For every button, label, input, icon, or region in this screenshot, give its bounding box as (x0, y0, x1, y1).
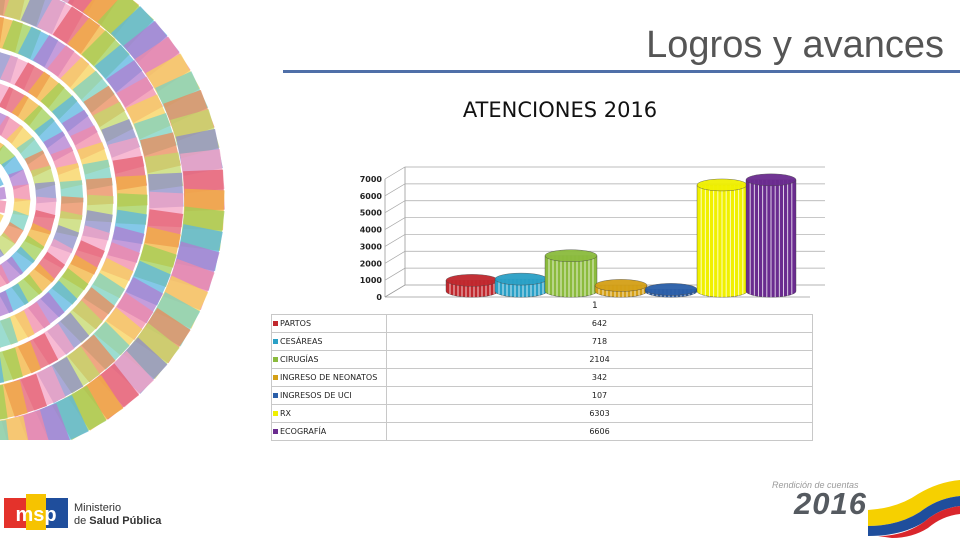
legend-swatch (273, 393, 278, 398)
legend-swatch (273, 321, 278, 326)
y-tick-label: 2000 (359, 259, 382, 269)
y-tick-label: 0 (376, 293, 382, 302)
series-label (272, 369, 387, 387)
bar-3 (595, 279, 647, 297)
table-row (272, 351, 813, 369)
series-name: CESÁREAS (280, 337, 323, 346)
series-name: CIRUGÍAS (280, 355, 319, 364)
table-row (272, 423, 813, 441)
series-label (272, 315, 387, 333)
legend-swatch (273, 411, 278, 416)
title-underline (283, 70, 960, 73)
msp-logo (2, 488, 70, 536)
series-value: 107 (387, 387, 813, 405)
legend-swatch (273, 339, 278, 344)
series-label (272, 351, 387, 369)
slide-title: Logros y avances (646, 24, 944, 66)
y-tick-label: 3000 (359, 242, 382, 252)
table-row (272, 387, 813, 405)
year-label: 2016 (794, 486, 867, 521)
x-category-label: 1 (592, 301, 598, 311)
series-label (272, 387, 387, 405)
legend-swatch (273, 375, 278, 380)
series-value: 342 (387, 369, 813, 387)
series-name: RX (280, 409, 292, 418)
series-name: INGRESO DE NEONATOS (280, 373, 378, 382)
y-tick-label: 1000 (359, 276, 382, 286)
ministry-line-1: Ministerio (74, 502, 122, 514)
ministry-line-2: de Salud Pública (74, 515, 162, 527)
series-label (272, 333, 387, 351)
bar-chart (355, 130, 825, 310)
series-name: INGRESOS DE UCI (280, 391, 352, 400)
series-name: PARTOS (280, 319, 312, 328)
bar-1 (495, 273, 547, 297)
bar-4 (645, 283, 697, 297)
bar-6 (746, 174, 796, 297)
series-value: 6606 (387, 423, 813, 441)
bar-2 (545, 250, 597, 297)
bar-5 (697, 179, 747, 297)
series-label (272, 423, 387, 441)
y-tick-label: 7000 (359, 175, 382, 184)
deco-tile (0, 199, 6, 213)
series-name: ECOGRAFÍA (280, 427, 327, 436)
ministry-name (74, 502, 161, 528)
y-tick-label: 5000 (359, 208, 382, 218)
series-value: 6303 (387, 405, 813, 423)
bar-0 (446, 274, 498, 297)
series-value: 642 (387, 315, 813, 333)
table-row (272, 333, 813, 351)
ecuador-flag-ribbon (868, 480, 960, 538)
legend-swatch (273, 357, 278, 362)
table-row (272, 315, 813, 333)
chart-data-table (271, 314, 813, 441)
msp-logo-text: msp (15, 504, 57, 526)
y-tick-label: 4000 (359, 225, 382, 235)
series-value: 718 (387, 333, 813, 351)
legend-swatch (273, 429, 278, 434)
series-label (272, 405, 387, 423)
series-value: 2104 (387, 351, 813, 369)
decorative-color-arc (0, 0, 270, 440)
y-tick-label: 6000 (359, 191, 382, 201)
deco-tile (0, 187, 6, 201)
chart-title: ATENCIONES 2016 (462, 98, 658, 122)
table-row (272, 369, 813, 387)
table-row (272, 405, 813, 423)
rendicion-label: Rendición de cuentas (772, 480, 859, 490)
